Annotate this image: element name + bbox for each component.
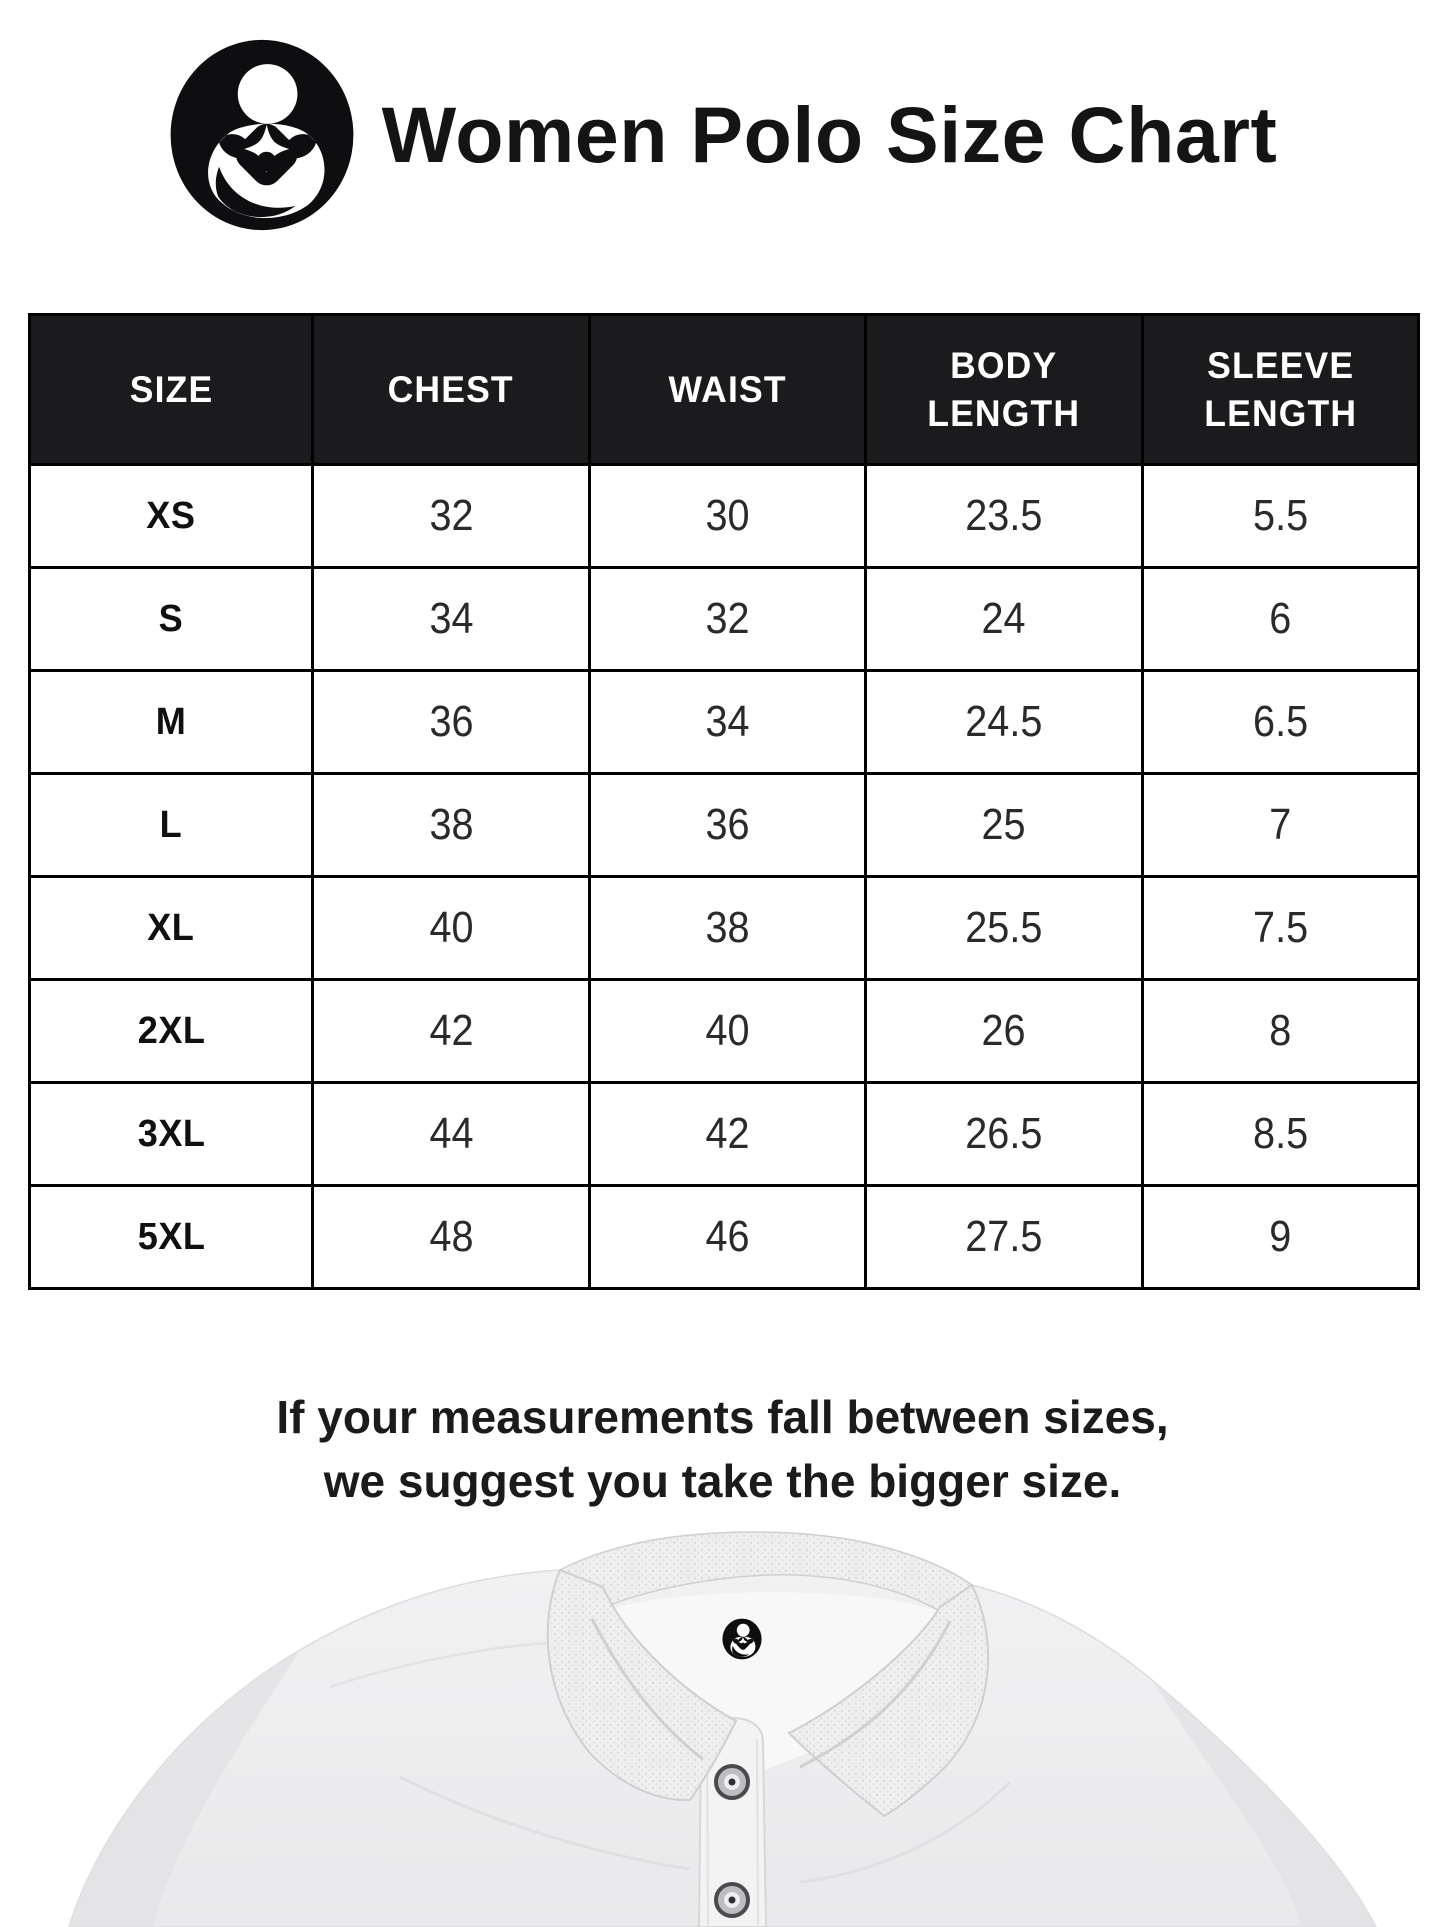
table-row bbox=[30, 671, 1419, 774]
sizing-note bbox=[0, 1385, 1445, 1513]
value-cell: 5.5 bbox=[1142, 465, 1418, 568]
table-row bbox=[30, 568, 1419, 671]
value-cell: 30 bbox=[589, 465, 865, 568]
value-cell: 42 bbox=[313, 980, 589, 1083]
value-cell: 32 bbox=[313, 465, 589, 568]
value-cell: 26.5 bbox=[866, 1083, 1142, 1186]
size-cell: 2XL bbox=[30, 980, 313, 1083]
value-cell: 7 bbox=[1142, 774, 1418, 877]
value-cell: 44 bbox=[313, 1083, 589, 1186]
value-cell: 34 bbox=[313, 568, 589, 671]
value-cell: 8 bbox=[1142, 980, 1418, 1083]
size-chart-table-container bbox=[28, 313, 1420, 1290]
table-row bbox=[30, 877, 1419, 980]
column-header: SIZE bbox=[30, 315, 313, 465]
size-cell: S bbox=[30, 568, 313, 671]
column-header: BODY LENGTH bbox=[866, 315, 1142, 465]
table-header-row bbox=[30, 315, 1419, 465]
size-chart-table bbox=[28, 313, 1420, 1290]
size-cell: XL bbox=[30, 877, 313, 980]
sizing-note-line2: we suggest you take the bigger size. bbox=[323, 1455, 1122, 1507]
value-cell: 24.5 bbox=[866, 671, 1142, 774]
value-cell: 42 bbox=[589, 1083, 865, 1186]
button-bottom bbox=[716, 1884, 748, 1916]
value-cell: 36 bbox=[589, 774, 865, 877]
size-cell: 5XL bbox=[30, 1186, 313, 1289]
sizing-note-line1: If your measurements fall between sizes, bbox=[276, 1391, 1169, 1443]
value-cell: 6 bbox=[1142, 568, 1418, 671]
value-cell: 9 bbox=[1142, 1186, 1418, 1289]
value-cell: 24 bbox=[866, 568, 1142, 671]
value-cell: 36 bbox=[313, 671, 589, 774]
value-cell: 27.5 bbox=[866, 1186, 1142, 1289]
polo-shirt-photo bbox=[0, 1527, 1445, 1927]
value-cell: 8.5 bbox=[1142, 1083, 1418, 1186]
column-header: SLEEVE LENGTH bbox=[1142, 315, 1418, 465]
value-cell: 40 bbox=[589, 980, 865, 1083]
table-row bbox=[30, 980, 1419, 1083]
value-cell: 25.5 bbox=[866, 877, 1142, 980]
table-body bbox=[30, 465, 1419, 1289]
table-row bbox=[30, 1083, 1419, 1186]
table-row bbox=[30, 774, 1419, 877]
size-cell: L bbox=[30, 774, 313, 877]
value-cell: 38 bbox=[589, 877, 865, 980]
brand-logo-icon bbox=[168, 38, 356, 232]
table-head bbox=[30, 315, 1419, 465]
value-cell: 25 bbox=[866, 774, 1142, 877]
value-cell: 38 bbox=[313, 774, 589, 877]
size-cell: 3XL bbox=[30, 1083, 313, 1186]
value-cell: 23.5 bbox=[866, 465, 1142, 568]
value-cell: 7.5 bbox=[1142, 877, 1418, 980]
value-cell: 40 bbox=[313, 877, 589, 980]
value-cell: 46 bbox=[589, 1186, 865, 1289]
value-cell: 48 bbox=[313, 1186, 589, 1289]
button-top bbox=[716, 1766, 748, 1798]
page-header bbox=[0, 38, 1445, 232]
value-cell: 34 bbox=[589, 671, 865, 774]
neck-label-logo-icon bbox=[722, 1619, 761, 1660]
size-cell: XS bbox=[30, 465, 313, 568]
value-cell: 32 bbox=[589, 568, 865, 671]
column-header: WAIST bbox=[589, 315, 865, 465]
size-cell: M bbox=[30, 671, 313, 774]
value-cell: 26 bbox=[866, 980, 1142, 1083]
value-cell: 6.5 bbox=[1142, 671, 1418, 774]
table-row bbox=[30, 465, 1419, 568]
table-row bbox=[30, 1186, 1419, 1289]
page-title: Women Polo Size Chart bbox=[381, 90, 1278, 179]
column-header: CHEST bbox=[313, 315, 589, 465]
